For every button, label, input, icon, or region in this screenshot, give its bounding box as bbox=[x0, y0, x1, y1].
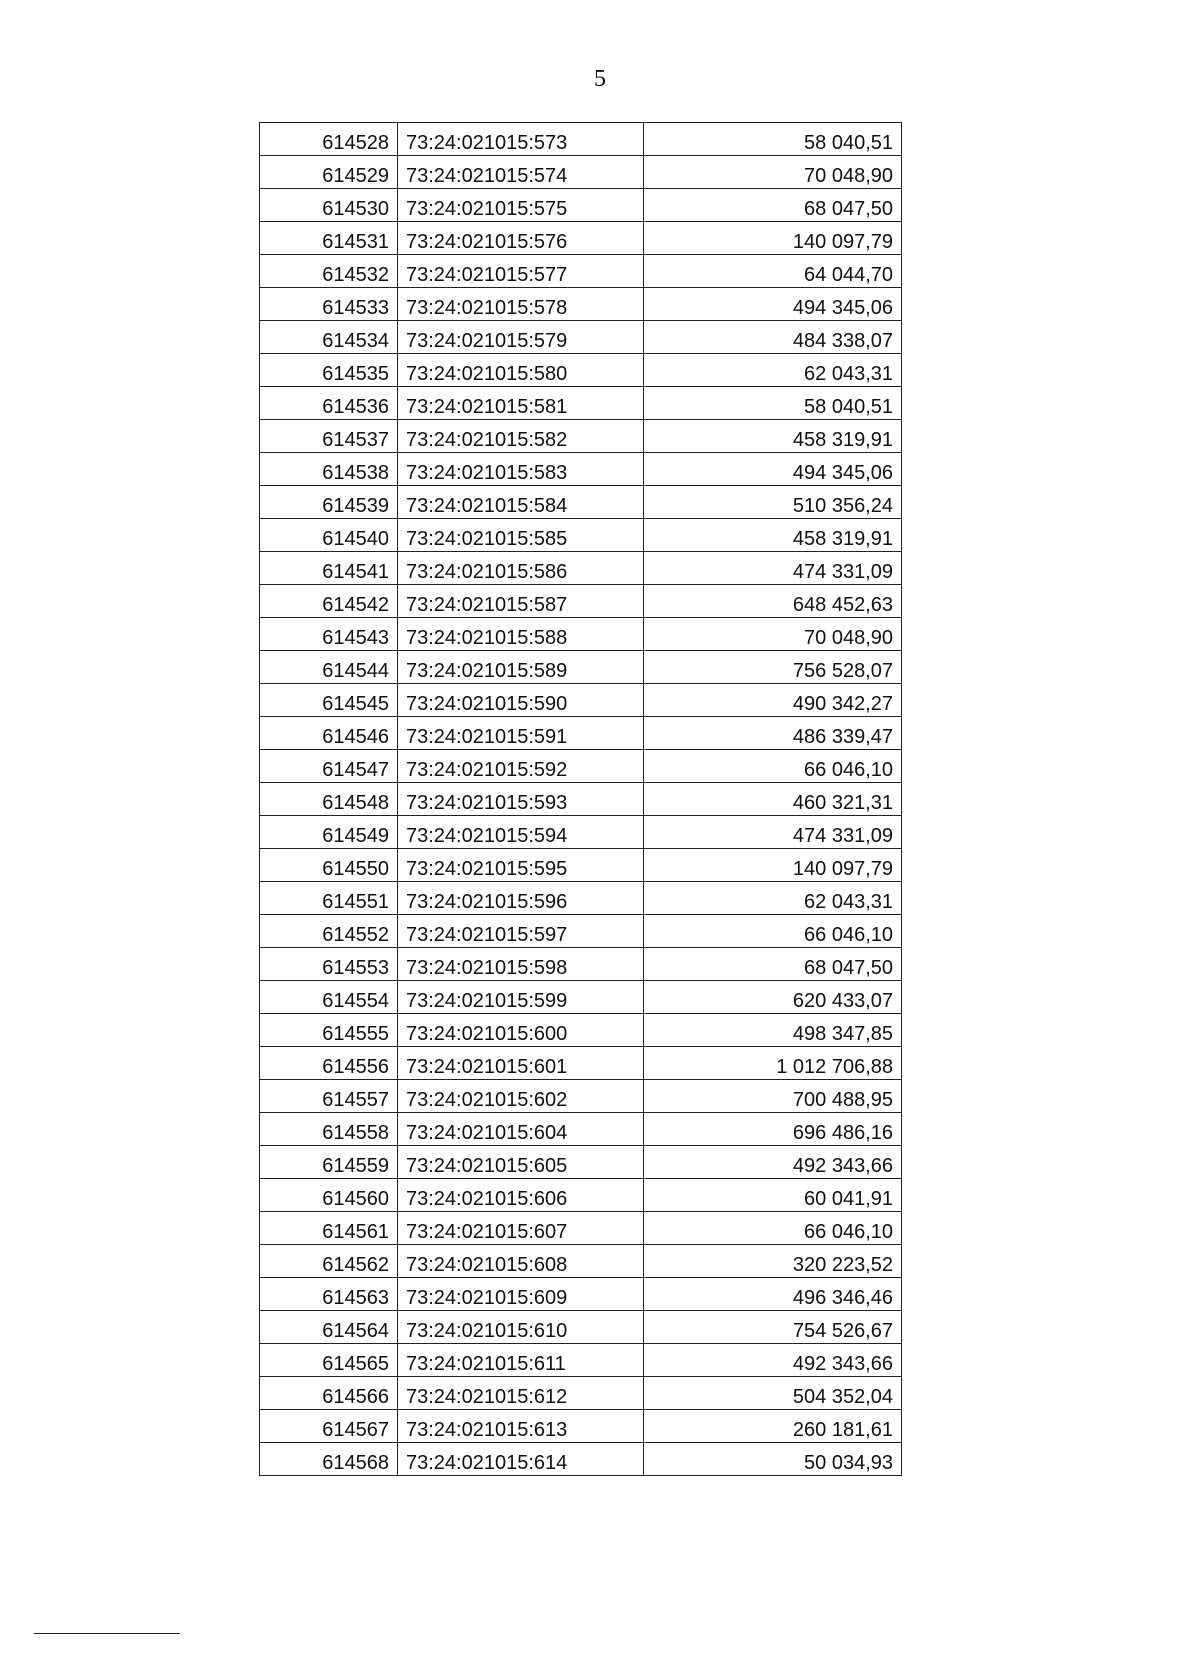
cadastral-number-cell: 73:24:021015:586 bbox=[398, 552, 644, 585]
row-number-cell: 614540 bbox=[260, 519, 398, 552]
table-row bbox=[260, 915, 902, 948]
table-row bbox=[260, 1146, 902, 1179]
cadastral-number-cell: 73:24:021015:597 bbox=[398, 915, 644, 948]
footnote-separator-line bbox=[34, 1633, 180, 1634]
value-cell: 70 048,90 bbox=[644, 618, 902, 651]
value-cell: 494 345,06 bbox=[644, 288, 902, 321]
value-cell: 474 331,09 bbox=[644, 816, 902, 849]
cadastral-number-cell: 73:24:021015:590 bbox=[398, 684, 644, 717]
cadastral-number-cell: 73:24:021015:578 bbox=[398, 288, 644, 321]
table-row bbox=[260, 255, 902, 288]
table-row bbox=[260, 816, 902, 849]
cadastral-number-cell: 73:24:021015:582 bbox=[398, 420, 644, 453]
table-row bbox=[260, 156, 902, 189]
table-row bbox=[260, 552, 902, 585]
value-cell: 50 034,93 bbox=[644, 1443, 902, 1476]
value-cell: 320 223,52 bbox=[644, 1245, 902, 1278]
cadastral-number-cell: 73:24:021015:610 bbox=[398, 1311, 644, 1344]
value-cell: 510 356,24 bbox=[644, 486, 902, 519]
value-cell: 140 097,79 bbox=[644, 222, 902, 255]
cadastral-number-cell: 73:24:021015:580 bbox=[398, 354, 644, 387]
row-number-cell: 614534 bbox=[260, 321, 398, 354]
row-number-cell: 614567 bbox=[260, 1410, 398, 1443]
row-number-cell: 614537 bbox=[260, 420, 398, 453]
value-cell: 700 488,95 bbox=[644, 1080, 902, 1113]
row-number-cell: 614543 bbox=[260, 618, 398, 651]
table-row bbox=[260, 1443, 902, 1476]
value-cell: 66 046,10 bbox=[644, 750, 902, 783]
table-row bbox=[260, 1410, 902, 1443]
cadastral-number-cell: 73:24:021015:575 bbox=[398, 189, 644, 222]
row-number-cell: 614550 bbox=[260, 849, 398, 882]
row-number-cell: 614541 bbox=[260, 552, 398, 585]
table-row bbox=[260, 519, 902, 552]
row-number-cell: 614563 bbox=[260, 1278, 398, 1311]
cadastral-number-cell: 73:24:021015:583 bbox=[398, 453, 644, 486]
table-row bbox=[260, 684, 902, 717]
table-row bbox=[260, 1377, 902, 1410]
row-number-cell: 614535 bbox=[260, 354, 398, 387]
data-table bbox=[259, 122, 902, 1476]
cadastral-number-cell: 73:24:021015:593 bbox=[398, 783, 644, 816]
table-row bbox=[260, 189, 902, 222]
value-cell: 754 526,67 bbox=[644, 1311, 902, 1344]
value-cell: 64 044,70 bbox=[644, 255, 902, 288]
row-number-cell: 614542 bbox=[260, 585, 398, 618]
row-number-cell: 614528 bbox=[260, 123, 398, 156]
row-number-cell: 614556 bbox=[260, 1047, 398, 1080]
row-number-cell: 614559 bbox=[260, 1146, 398, 1179]
table-row bbox=[260, 981, 902, 1014]
table-row bbox=[260, 1278, 902, 1311]
table-row bbox=[260, 717, 902, 750]
row-number-cell: 614529 bbox=[260, 156, 398, 189]
row-number-cell: 614546 bbox=[260, 717, 398, 750]
value-cell: 486 339,47 bbox=[644, 717, 902, 750]
row-number-cell: 614551 bbox=[260, 882, 398, 915]
row-number-cell: 614555 bbox=[260, 1014, 398, 1047]
cadastral-number-cell: 73:24:021015:574 bbox=[398, 156, 644, 189]
table-row bbox=[260, 288, 902, 321]
table-row bbox=[260, 783, 902, 816]
table-row bbox=[260, 750, 902, 783]
row-number-cell: 614530 bbox=[260, 189, 398, 222]
cadastral-number-cell: 73:24:021015:608 bbox=[398, 1245, 644, 1278]
value-cell: 648 452,63 bbox=[644, 585, 902, 618]
row-number-cell: 614548 bbox=[260, 783, 398, 816]
cadastral-number-cell: 73:24:021015:573 bbox=[398, 123, 644, 156]
cadastral-number-cell: 73:24:021015:611 bbox=[398, 1344, 644, 1377]
row-number-cell: 614560 bbox=[260, 1179, 398, 1212]
table-row bbox=[260, 618, 902, 651]
cadastral-number-cell: 73:24:021015:604 bbox=[398, 1113, 644, 1146]
table-row bbox=[260, 1344, 902, 1377]
row-number-cell: 614558 bbox=[260, 1113, 398, 1146]
cadastral-number-cell: 73:24:021015:606 bbox=[398, 1179, 644, 1212]
row-number-cell: 614564 bbox=[260, 1311, 398, 1344]
cadastral-number-cell: 73:24:021015:584 bbox=[398, 486, 644, 519]
value-cell: 756 528,07 bbox=[644, 651, 902, 684]
row-number-cell: 614557 bbox=[260, 1080, 398, 1113]
page-number: 5 bbox=[594, 66, 606, 92]
row-number-cell: 614539 bbox=[260, 486, 398, 519]
cadastral-number-cell: 73:24:021015:594 bbox=[398, 816, 644, 849]
cadastral-number-cell: 73:24:021015:581 bbox=[398, 387, 644, 420]
cadastral-number-cell: 73:24:021015:607 bbox=[398, 1212, 644, 1245]
value-cell: 1 012 706,88 bbox=[644, 1047, 902, 1080]
cadastral-number-cell: 73:24:021015:588 bbox=[398, 618, 644, 651]
cadastral-number-cell: 73:24:021015:589 bbox=[398, 651, 644, 684]
value-cell: 696 486,16 bbox=[644, 1113, 902, 1146]
cadastral-number-cell: 73:24:021015:600 bbox=[398, 1014, 644, 1047]
cadastral-number-cell: 73:24:021015:592 bbox=[398, 750, 644, 783]
table-row bbox=[260, 948, 902, 981]
row-number-cell: 614554 bbox=[260, 981, 398, 1014]
row-number-cell: 614549 bbox=[260, 816, 398, 849]
value-cell: 492 343,66 bbox=[644, 1344, 902, 1377]
value-cell: 68 047,50 bbox=[644, 948, 902, 981]
table-row bbox=[260, 1179, 902, 1212]
cadastral-number-cell: 73:24:021015:596 bbox=[398, 882, 644, 915]
row-number-cell: 614561 bbox=[260, 1212, 398, 1245]
row-number-cell: 614536 bbox=[260, 387, 398, 420]
table-row bbox=[260, 1047, 902, 1080]
table-row bbox=[260, 651, 902, 684]
value-cell: 458 319,91 bbox=[644, 519, 902, 552]
row-number-cell: 614544 bbox=[260, 651, 398, 684]
cadastral-number-cell: 73:24:021015:609 bbox=[398, 1278, 644, 1311]
table-row bbox=[260, 882, 902, 915]
table-row bbox=[260, 321, 902, 354]
row-number-cell: 614568 bbox=[260, 1443, 398, 1476]
table-row bbox=[260, 354, 902, 387]
row-number-cell: 614532 bbox=[260, 255, 398, 288]
row-number-cell: 614562 bbox=[260, 1245, 398, 1278]
value-cell: 62 043,31 bbox=[644, 882, 902, 915]
table-body bbox=[260, 123, 902, 1476]
cadastral-number-cell: 73:24:021015:591 bbox=[398, 717, 644, 750]
row-number-cell: 614565 bbox=[260, 1344, 398, 1377]
cadastral-number-cell: 73:24:021015:614 bbox=[398, 1443, 644, 1476]
cadastral-number-cell: 73:24:021015:598 bbox=[398, 948, 644, 981]
cadastral-number-cell: 73:24:021015:613 bbox=[398, 1410, 644, 1443]
row-number-cell: 614533 bbox=[260, 288, 398, 321]
value-cell: 70 048,90 bbox=[644, 156, 902, 189]
cadastral-number-cell: 73:24:021015:601 bbox=[398, 1047, 644, 1080]
value-cell: 504 352,04 bbox=[644, 1377, 902, 1410]
value-cell: 492 343,66 bbox=[644, 1146, 902, 1179]
row-number-cell: 614552 bbox=[260, 915, 398, 948]
row-number-cell: 614545 bbox=[260, 684, 398, 717]
table-row bbox=[260, 1245, 902, 1278]
cadastral-number-cell: 73:24:021015:605 bbox=[398, 1146, 644, 1179]
cadastral-number-cell: 73:24:021015:577 bbox=[398, 255, 644, 288]
value-cell: 458 319,91 bbox=[644, 420, 902, 453]
table-row bbox=[260, 1311, 902, 1344]
table-row bbox=[260, 585, 902, 618]
value-cell: 58 040,51 bbox=[644, 387, 902, 420]
value-cell: 484 338,07 bbox=[644, 321, 902, 354]
value-cell: 494 345,06 bbox=[644, 453, 902, 486]
value-cell: 68 047,50 bbox=[644, 189, 902, 222]
table-row bbox=[260, 387, 902, 420]
cadastral-number-cell: 73:24:021015:602 bbox=[398, 1080, 644, 1113]
value-cell: 474 331,09 bbox=[644, 552, 902, 585]
table-row bbox=[260, 222, 902, 255]
value-cell: 140 097,79 bbox=[644, 849, 902, 882]
table-row bbox=[260, 1113, 902, 1146]
value-cell: 260 181,61 bbox=[644, 1410, 902, 1443]
table-row bbox=[260, 1014, 902, 1047]
value-cell: 490 342,27 bbox=[644, 684, 902, 717]
value-cell: 66 046,10 bbox=[644, 1212, 902, 1245]
table-row bbox=[260, 453, 902, 486]
cadastral-number-cell: 73:24:021015:595 bbox=[398, 849, 644, 882]
value-cell: 60 041,91 bbox=[644, 1179, 902, 1212]
row-number-cell: 614547 bbox=[260, 750, 398, 783]
table-row bbox=[260, 1080, 902, 1113]
row-number-cell: 614553 bbox=[260, 948, 398, 981]
row-number-cell: 614566 bbox=[260, 1377, 398, 1410]
table-row bbox=[260, 849, 902, 882]
table-row bbox=[260, 486, 902, 519]
cadastral-number-cell: 73:24:021015:612 bbox=[398, 1377, 644, 1410]
value-cell: 58 040,51 bbox=[644, 123, 902, 156]
row-number-cell: 614531 bbox=[260, 222, 398, 255]
value-cell: 460 321,31 bbox=[644, 783, 902, 816]
table-row bbox=[260, 420, 902, 453]
row-number-cell: 614538 bbox=[260, 453, 398, 486]
value-cell: 498 347,85 bbox=[644, 1014, 902, 1047]
cadastral-number-cell: 73:24:021015:587 bbox=[398, 585, 644, 618]
cadastral-number-cell: 73:24:021015:585 bbox=[398, 519, 644, 552]
table-row bbox=[260, 1212, 902, 1245]
value-cell: 62 043,31 bbox=[644, 354, 902, 387]
table-row bbox=[260, 123, 902, 156]
cadastral-number-cell: 73:24:021015:579 bbox=[398, 321, 644, 354]
cadastral-number-cell: 73:24:021015:576 bbox=[398, 222, 644, 255]
value-cell: 66 046,10 bbox=[644, 915, 902, 948]
cadastral-number-cell: 73:24:021015:599 bbox=[398, 981, 644, 1014]
value-cell: 496 346,46 bbox=[644, 1278, 902, 1311]
value-cell: 620 433,07 bbox=[644, 981, 902, 1014]
